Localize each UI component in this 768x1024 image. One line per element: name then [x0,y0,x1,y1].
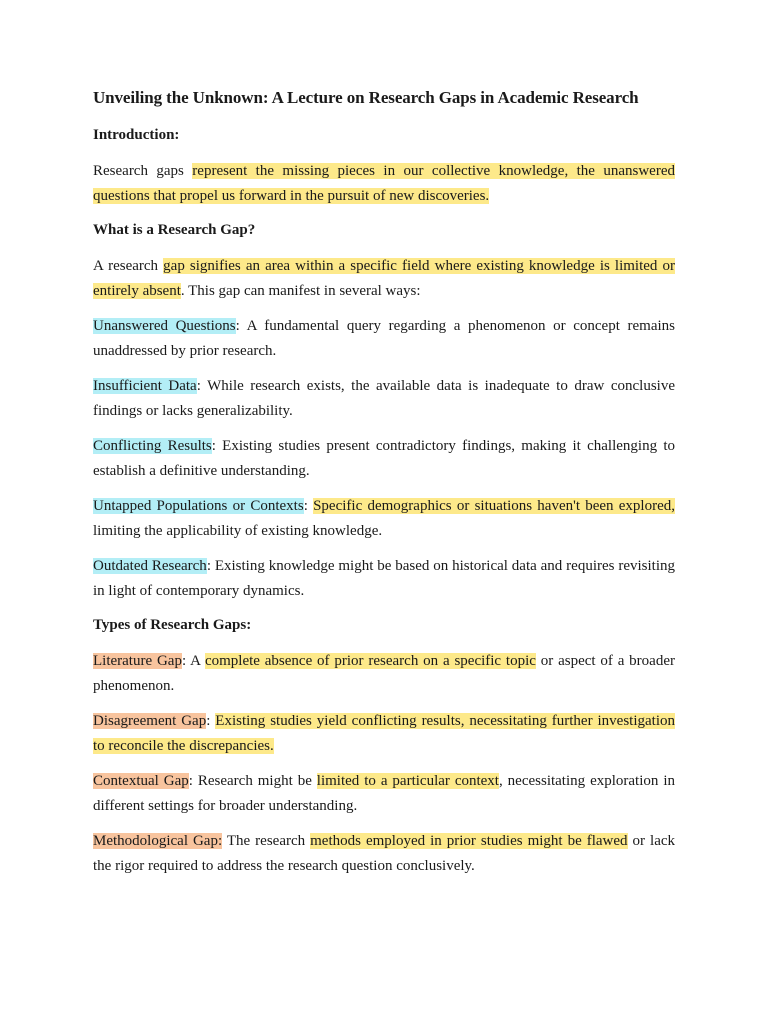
heading-types-of-gaps: Types of Research Gaps: [93,617,252,633]
term-highlight: Conflicting Results [93,438,212,454]
page-title: Unveiling the Unknown: A Lecture on Research Gaps in Academic Research [93,88,639,107]
item-text-a: : Research might be [188,773,317,789]
item-text: : A fundamental query regarding a phenomenon or concept remains unaddressed by prior research. [93,318,675,359]
intro-highlight: represent the missing pieces in our collective knowledge, the unanswered questions that propel us forward in the pursuit of new discoveries. [93,163,675,204]
term-highlight: Literature Gap [93,653,182,669]
item-text: : Existing studies present contradictory findings, making it challenging to establish a definitive understanding. [93,438,675,479]
term-highlight: Insufficient Data [93,378,197,394]
item-text-a: : [206,713,216,729]
type-item-disagreement-gap [93,709,675,759]
term-highlight: Untapped Populations or Contexts [93,498,304,514]
item-text-b: or aspect of a broader phenomenon. [93,653,675,694]
item-text-b: limiting the applicability of existing knowledge. [93,523,383,539]
term-highlight: Outdated Research [93,558,207,574]
term-highlight: Disagreement Gap [93,713,207,729]
list-item-unanswered-questions [93,314,675,364]
document-body [93,86,675,889]
definition-text-a: A research [93,258,164,274]
item-text-a: : A [181,653,205,669]
intro-text: Research gaps [93,163,193,179]
item-text-a: : [303,498,314,514]
term-highlight: Unanswered Questions [93,318,236,334]
definition-highlight: gap signifies an area within a specific field where existing knowledge is limited or entirely absent [93,258,676,299]
definition-paragraph [93,254,675,304]
item-highlight: Existing studies yield conflicting results, necessitating further investigation to reconcile the discrepancies. [93,713,675,754]
item-highlight: methods employed in prior studies might be flawed [310,833,628,849]
type-item-methodological-gap [93,829,675,879]
list-item-conflicting-results [93,434,675,484]
item-text-b: , necessitating exploration in different settings for broader understanding. [93,773,675,814]
type-item-literature-gap [93,649,675,699]
item-highlight: Specific demographics or situations haven't been explored, [313,498,675,514]
heading-what-is-gap: What is a Research Gap? [93,222,256,238]
heading-introduction: Introduction: [93,127,180,143]
term-highlight: Contextual Gap [93,773,189,789]
item-highlight: limited to a particular context [316,773,499,789]
definition-text-b: . This gap can manifest in several ways: [180,283,421,299]
list-item-outdated-research [93,554,675,604]
list-item-insufficient-data [93,374,675,424]
item-text: : While research exists, the available data is inadequate to draw conclusive findings or lacks generalizability. [93,378,675,419]
item-text: : Existing knowledge might be based on historical data and requires revisiting in light of contemporary dynamics. [93,558,675,599]
item-text-a: The research [222,833,311,849]
type-item-contextual-gap [93,769,675,819]
term-highlight: Methodological Gap: [93,833,223,849]
list-item-untapped-populations [93,494,675,544]
item-highlight: complete absence of prior research on a specific topic [204,653,536,669]
item-text-b: or lack the rigor required to address the research question conclusively. [93,833,676,874]
intro-paragraph [93,159,675,209]
